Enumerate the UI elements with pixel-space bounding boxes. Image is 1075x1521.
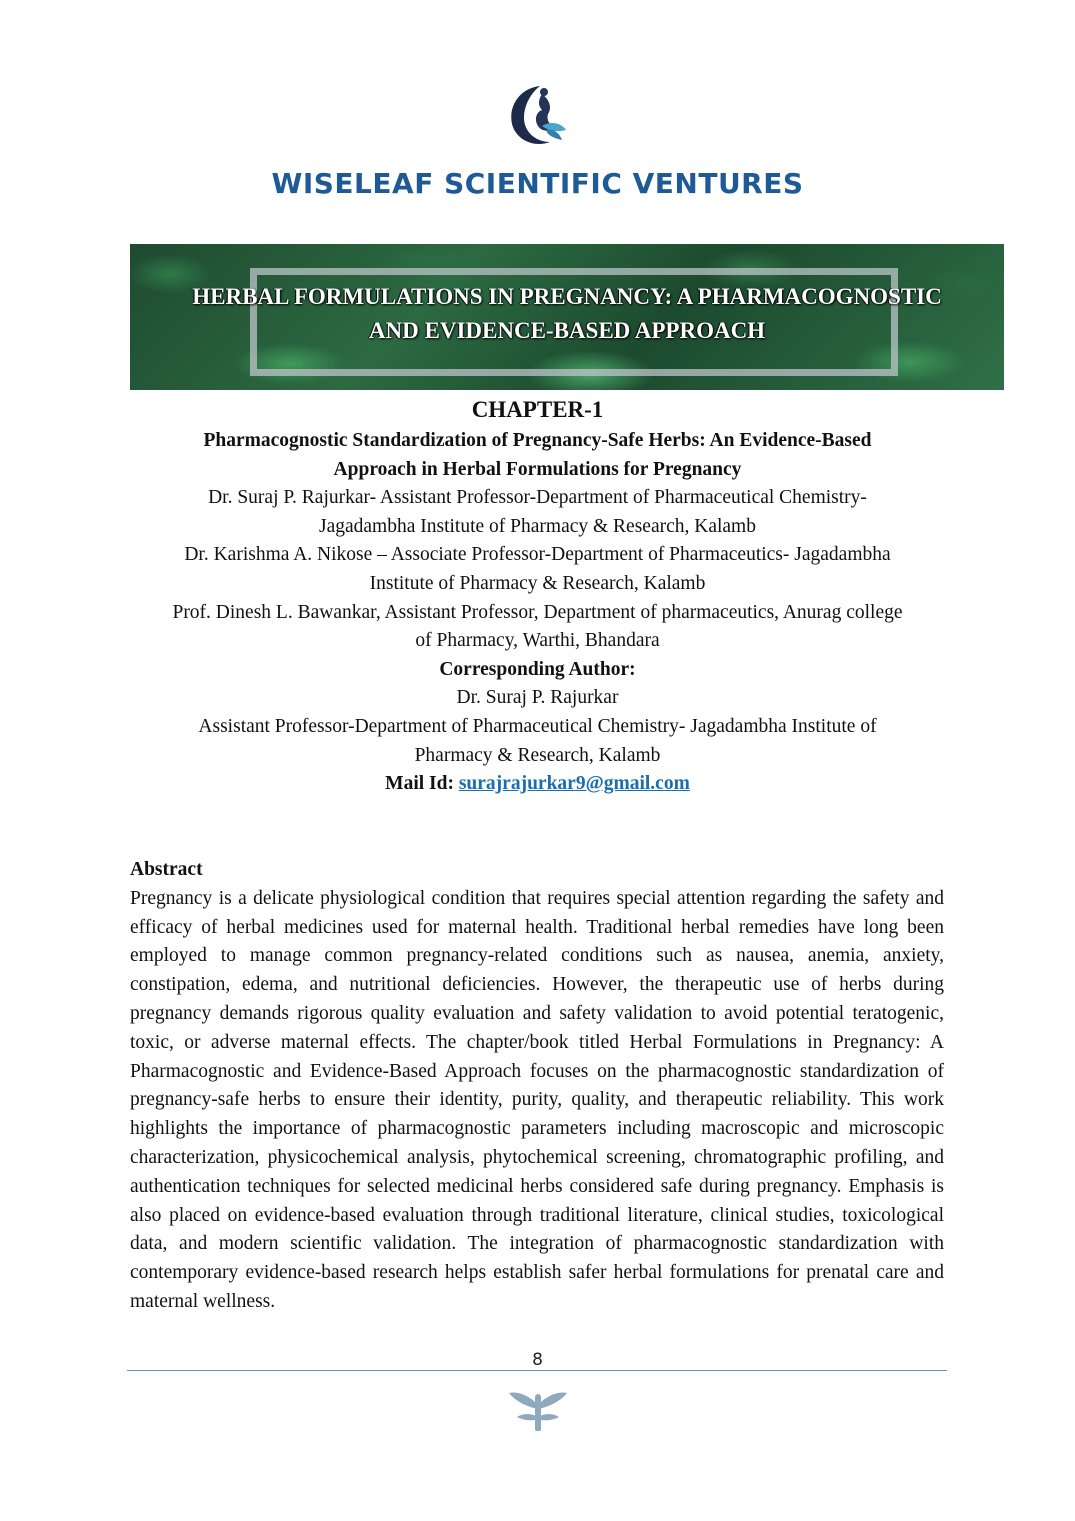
chapter-header — [110, 393, 965, 799]
author-2-line1: Dr. Karishma A. Nikose – Associate Professor-Department of Pharmaceutics- Jagadambha — [184, 544, 891, 566]
email-link[interactable]: surajrajurkar9@gmail.com — [458, 773, 690, 795]
mail-row — [110, 770, 965, 799]
author-3-line2: of Pharmacy, Warthi, Bhandara — [415, 630, 660, 652]
wiseleaf-logo-icon — [502, 80, 572, 150]
corresponding-affiliation-line2: Pharmacy & Research, Kalamb — [414, 744, 661, 766]
book-title-line2: AND EVIDENCE-BASED APPROACH — [368, 318, 766, 343]
abstract-heading: Abstract — [130, 859, 203, 880]
author-3-line1: Prof. Dinesh L. Bawankar, Assistant Professor, Department of pharmaceutics, Anurag college — [172, 601, 903, 623]
footer-divider — [127, 1370, 947, 1371]
abstract-text: Pregnancy is a delicate physiological condition that requires special attention regarding the safety and efficacy of herbal medicines used for maternal health. Traditional herbal remedies have long been employed to manage common pregnancy-related conditions such as nausea, anemia, anxiety, constipation, edema, and nutritional deficiencies. However, the therapeutic use of herbs during pregnancy demands rigorous quality evaluation and safety validation to avoid potential teratogenic, toxic, or adverse maternal effects. The chapter/book titled Herbal Formulations in Pregnancy: A Pharmacognostic and Evidence-Based Approach focuses on the pharmacognostic standardization of pregnancy-safe herbs to ensure their identity, purity, quality, and therapeutic reliability. This work highlights the importance of pharmacognostic parameters including macroscopic and microscopic characterization, physicochemical analysis, phytochemical screening, chromatographic profiling, and authentication techniques for selected medicinal herbs considered safe during pregnancy. Emphasis is also placed on evidence-based evaluation through traditional literature, clinical studies, toxicological data, and modern scientific validation. The integration of pharmacognostic standardization with contemporary evidence-based research helps establish safer herbal formulations for prenatal care and maternal wellness. — [130, 887, 944, 1312]
book-title-line1: HERBAL FORMULATIONS IN PREGNANCY: A PHARMACOGNOSTIC — [192, 284, 942, 309]
book-title — [130, 280, 1004, 348]
chapter-title-line1: Pharmacognostic Standardization of Pregnancy-Safe Herbs: An Evidence-Based — [203, 430, 872, 451]
leaf-ornament-icon — [507, 1387, 569, 1431]
abstract-section — [130, 856, 944, 1317]
author-2-line2: Institute of Pharmacy & Research, Kalamb — [369, 572, 706, 594]
author-1-line2: Jagadambha Institute of Pharmacy & Research, Kalamb — [319, 515, 756, 537]
page-number: 8 — [532, 1350, 543, 1370]
publisher-name: WISELEAF SCIENTIFIC VENTURES — [271, 167, 804, 200]
corresponding-label: Corresponding Author: — [439, 658, 636, 680]
chapter-label: CHAPTER-1 — [471, 397, 604, 422]
author-1-line1: Dr. Suraj P. Rajurkar- Assistant Professor-Department of Pharmaceutical Chemistry- — [208, 487, 867, 509]
chapter-banner — [130, 244, 1004, 390]
corresponding-affiliation-line1: Assistant Professor-Department of Pharmaceutical Chemistry- Jagadambha Institute of — [198, 715, 877, 737]
corresponding-name: Dr. Suraj P. Rajurkar — [456, 687, 619, 709]
chapter-title-line2: Approach in Herbal Formulations for Pregnancy — [333, 458, 742, 480]
mail-label: Mail Id: — [385, 773, 454, 795]
